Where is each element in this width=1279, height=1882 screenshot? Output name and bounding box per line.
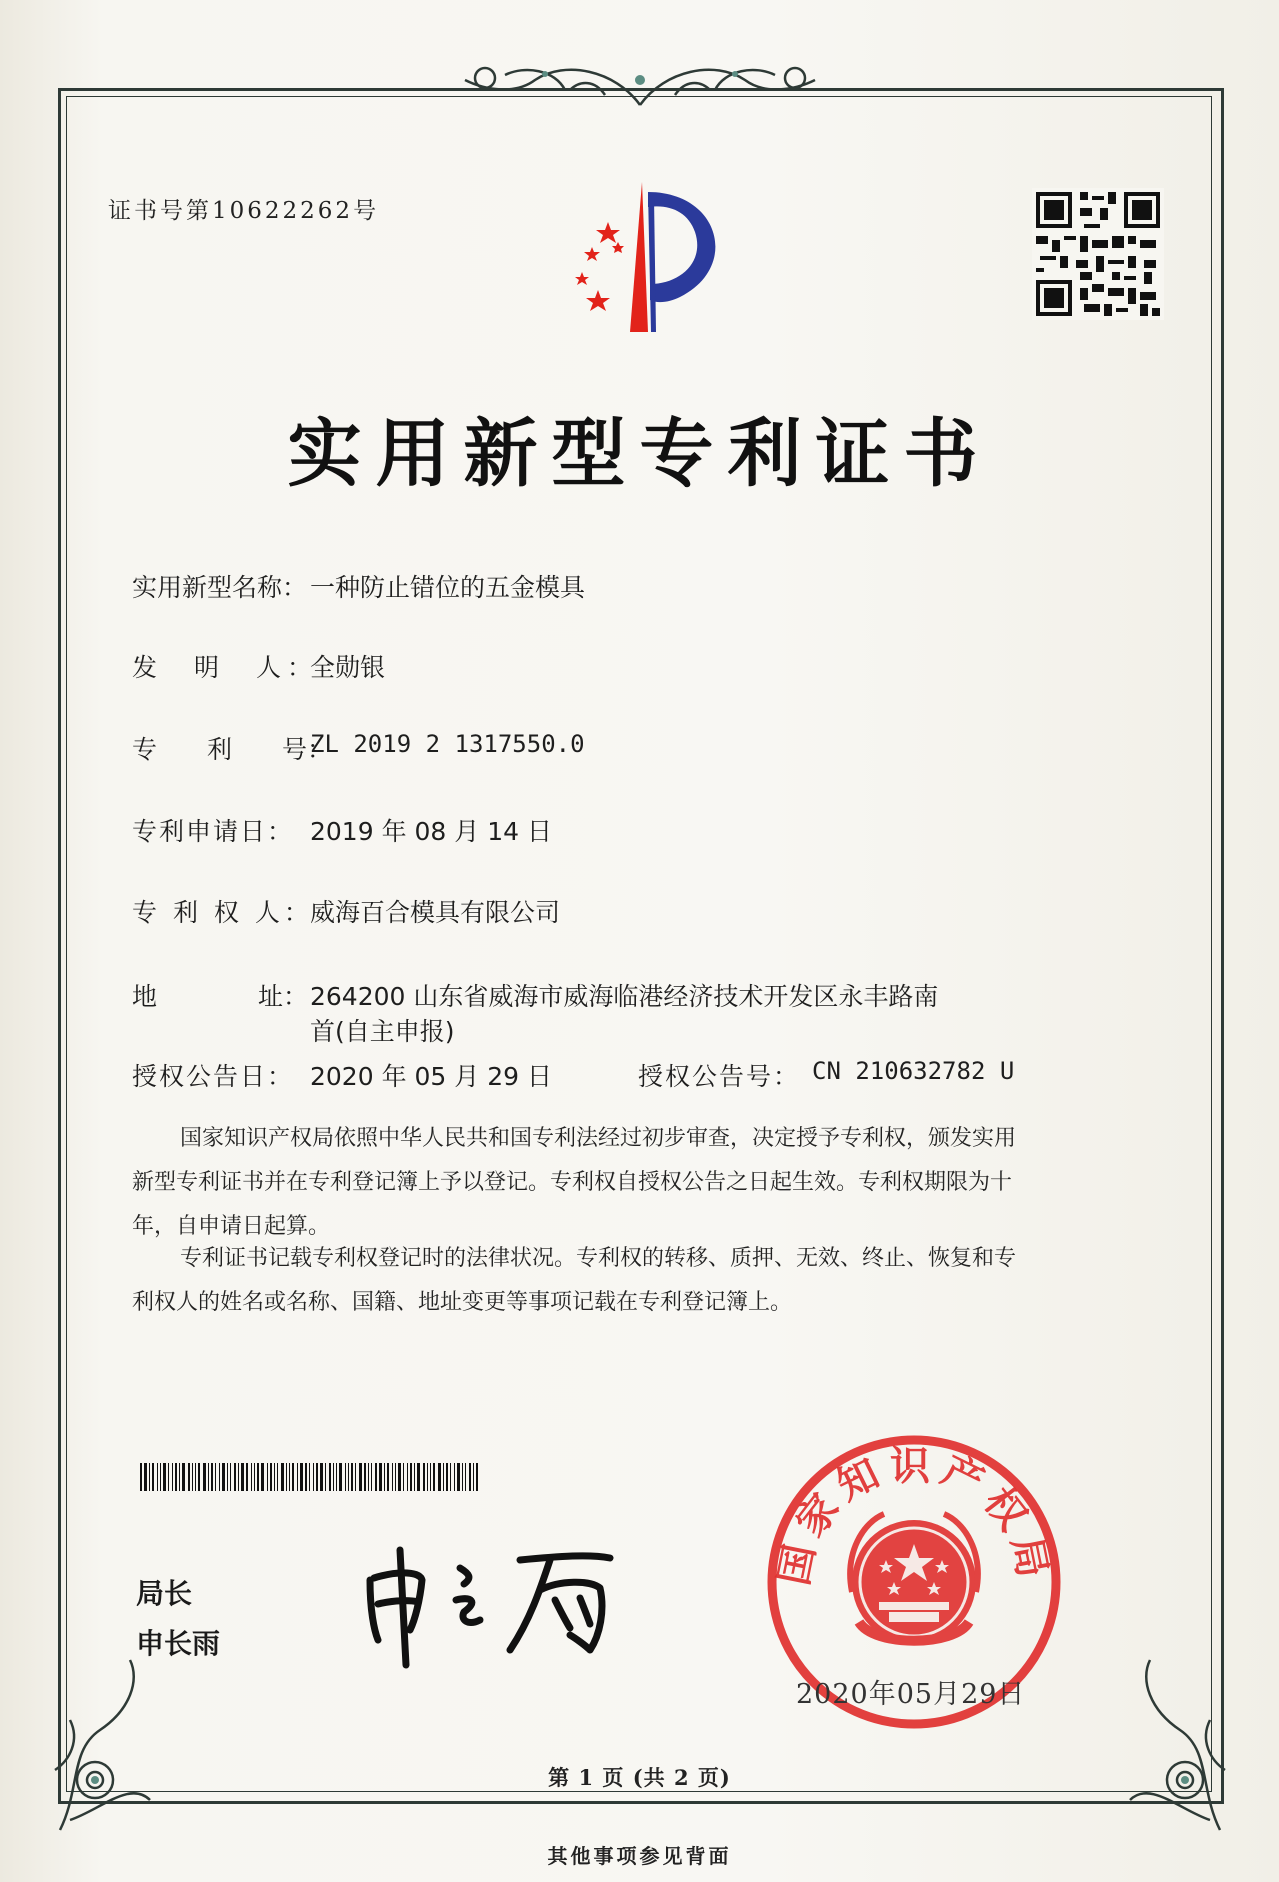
body-line: 专利证书记载专利权登记时的法律状况。专利权的转移、质押、无效、终止、恢复和专: [180, 1246, 1017, 1271]
patentee-label: 专 利 权 人：: [132, 898, 313, 927]
body-line: 年，自申请日起算。: [132, 1214, 331, 1239]
grant-number-label: 授权公告号：: [638, 1062, 801, 1091]
grant-number-value: CN 210632782 U: [812, 1057, 1015, 1085]
bottom-left-ornament-icon: [40, 1650, 170, 1840]
svg-text:国家知识产权局: 国家知识产权局: [771, 1443, 1057, 1590]
page-title: 实用新型专利证书: [287, 411, 992, 497]
patent-office-emblem-icon: [530, 172, 740, 342]
page-indicator: 第 1 页 (共 2 页): [548, 1765, 731, 1790]
inventor-value: 全勋银: [310, 653, 386, 682]
body-paragraph-1: [132, 1117, 1142, 1249]
body-line: 利权人的姓名或名称、国籍、地址变更等事项记载在专利登记簿上。: [132, 1290, 793, 1315]
filing-date-value: 2019 年 08 月 14 日: [310, 817, 552, 846]
address-line-1: 264200 山东省威海市威海临港经济技术开发区永丰路南: [310, 982, 939, 1011]
filing-date-label: 专利申请日：: [132, 817, 295, 846]
director-signature-icon: [360, 1540, 660, 1670]
address-label-char: 地: [132, 982, 158, 1011]
address-label: 址：: [258, 982, 309, 1011]
utility-model-name-value: 一种防止错位的五金模具: [310, 573, 586, 602]
certificate-number: 证书号第10622262号: [108, 198, 380, 224]
body-paragraph-2: [132, 1237, 1142, 1325]
grant-date-value: 2020 年 05 月 29 日: [310, 1062, 552, 1091]
top-ornament-icon: [445, 50, 835, 120]
body-line: 新型专利证书并在专利登记簿上予以登记。专利权自授权公告之日起生效。专利权期限为十: [132, 1170, 1013, 1195]
director-title: 局长: [136, 1577, 193, 1610]
barcode-icon: [140, 1463, 478, 1491]
utility-model-name-label: 实用新型名称：: [132, 573, 308, 602]
patentee-value: 威海百合模具有限公司: [310, 898, 561, 927]
footer-note: 其他事项参见背面: [547, 1844, 732, 1868]
body-line: 国家知识产权局依照中华人民共和国专利法经过初步审查，决定授予专利权，颁发实用: [180, 1126, 1017, 1151]
grant-date-label: 授权公告日：: [132, 1062, 295, 1091]
inventor-label: 发 明 人：: [132, 653, 319, 682]
patent-number-value: ZL 2019 2 1317550.0: [310, 730, 585, 758]
address-line-2: 首(自主申报): [310, 1017, 455, 1046]
director-name: 申长雨: [136, 1627, 221, 1660]
patent-number-label: 专 利 号：: [132, 735, 333, 764]
seal-date: 2020年05月29日: [796, 1679, 1026, 1710]
bottom-right-ornament-icon: [1110, 1650, 1240, 1840]
qr-code-icon: [1032, 188, 1164, 320]
